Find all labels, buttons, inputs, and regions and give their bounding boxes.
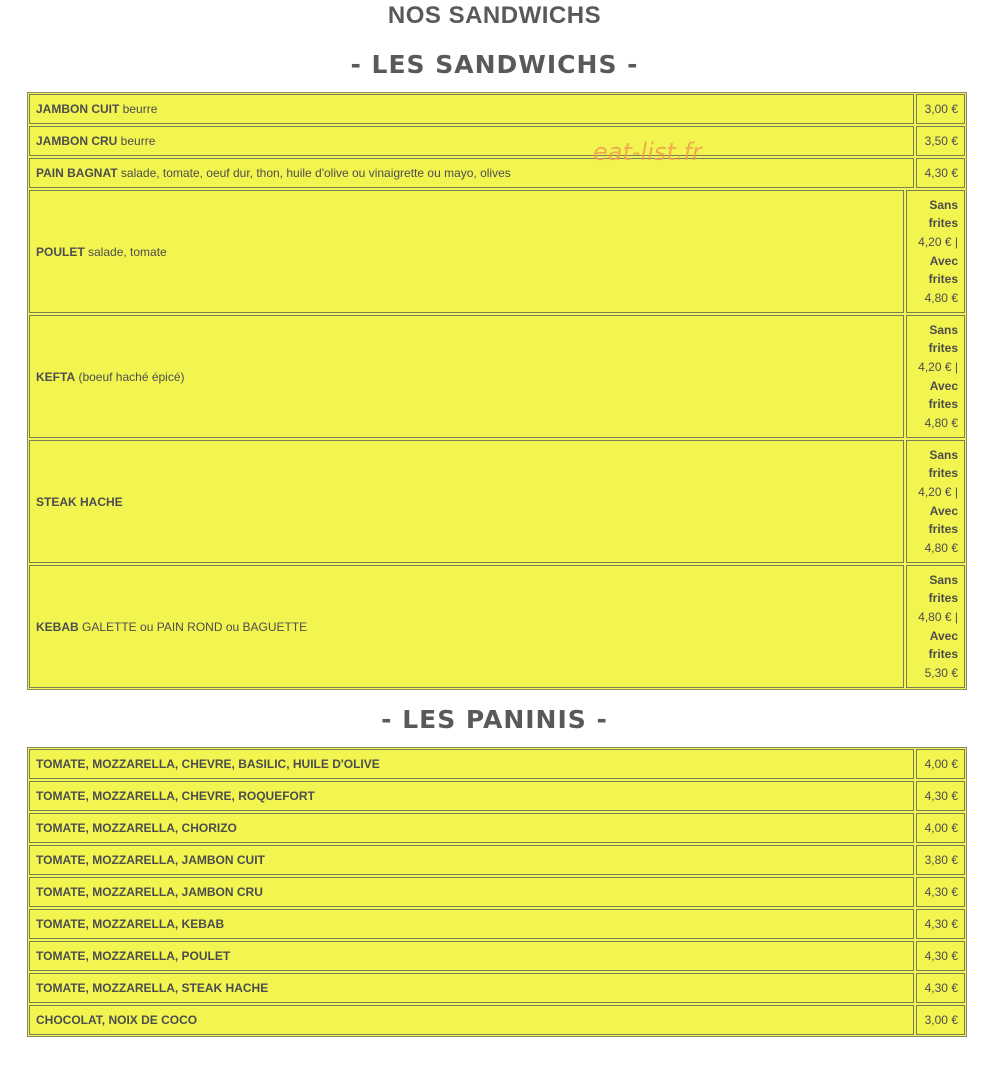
- item-name-cell: [29, 94, 914, 124]
- price-line: 4,20 € |: [918, 234, 958, 249]
- table-row: [29, 440, 965, 563]
- item-name: KEFTA: [36, 369, 76, 384]
- table-row: [29, 973, 965, 1003]
- item-name-cell: [29, 315, 904, 438]
- price-line: Avec: [929, 503, 958, 518]
- table-row: [29, 877, 965, 907]
- table-row: [29, 94, 965, 124]
- price-line: frites: [928, 591, 958, 606]
- table-row: [29, 749, 965, 779]
- item-name: STEAK HACHE: [36, 494, 123, 509]
- table-row: [29, 941, 965, 971]
- item-price: 3,50 €: [916, 126, 965, 156]
- item-name-cell: [29, 190, 904, 313]
- table-row: [29, 126, 965, 156]
- item-name: TOMATE, MOZZARELLA, CHORIZO: [29, 813, 914, 843]
- price-line: 4,80 €: [924, 540, 958, 555]
- item-name-cell: [29, 565, 904, 688]
- price-line: frites: [928, 216, 958, 231]
- item-description: beurre: [117, 134, 156, 148]
- table-row: [29, 315, 965, 438]
- item-name: TOMATE, MOZZARELLA, CHEVRE, BASILIC, HUILE D'OLIVE: [29, 749, 914, 779]
- table-row: [29, 1005, 965, 1035]
- item-name: KEBAB: [36, 619, 79, 634]
- item-price: [906, 190, 965, 313]
- item-price: 3,00 €: [916, 1005, 965, 1035]
- table-row: [29, 813, 965, 843]
- item-price: 4,30 €: [916, 909, 965, 939]
- price-line: Sans: [929, 197, 958, 212]
- item-price: 4,30 €: [916, 877, 965, 907]
- item-name: TOMATE, MOZZARELLA, STEAK HACHE: [29, 973, 914, 1003]
- item-name: TOMATE, MOZZARELLA, JAMBON CUIT: [29, 845, 914, 875]
- item-name: JAMBON CRU: [36, 134, 118, 148]
- item-description: salade, tomate, oeuf dur, thon, huile d'olive ou vinaigrette ou mayo, olives: [117, 166, 511, 180]
- price-line: frites: [928, 397, 958, 412]
- item-name-cell: [29, 440, 904, 563]
- item-name-cell: [29, 158, 914, 188]
- price-line: Avec: [929, 253, 958, 268]
- item-price: 4,30 €: [916, 941, 965, 971]
- item-price: 4,30 €: [916, 781, 965, 811]
- table-row: [29, 190, 965, 313]
- price-line: 4,80 € |: [918, 609, 958, 624]
- item-name: TOMATE, MOZZARELLA, KEBAB: [29, 909, 914, 939]
- item-name: TOMATE, MOZZARELLA, POULET: [29, 941, 914, 971]
- item-price: [906, 440, 965, 563]
- panini-table: [27, 747, 967, 1037]
- item-name-cell: [29, 126, 914, 156]
- item-price: 3,80 €: [916, 845, 965, 875]
- item-name: TOMATE, MOZZARELLA, JAMBON CRU: [29, 877, 914, 907]
- price-line: Sans: [929, 322, 958, 337]
- item-description: (boeuf haché épicé): [75, 369, 185, 384]
- item-name: POULET: [36, 244, 85, 259]
- price-line: frites: [928, 647, 958, 662]
- watermark-text: eat-list.fr: [593, 138, 702, 166]
- section-title-sandwichs: - LES SANDWICHS -: [350, 50, 639, 79]
- item-name: TOMATE, MOZZARELLA, CHEVRE, ROQUEFORT: [29, 781, 914, 811]
- price-line: 5,30 €: [924, 665, 958, 680]
- table-row: [29, 909, 965, 939]
- price-line: frites: [928, 341, 958, 356]
- table-row: [29, 781, 965, 811]
- item-name: CHOCOLAT, NOIX DE COCO: [29, 1005, 914, 1035]
- page-title: NOS SANDWICHS: [387, 2, 602, 29]
- item-description: salade, tomate: [84, 244, 167, 259]
- table-row: [29, 845, 965, 875]
- price-line: 4,20 € |: [918, 359, 958, 374]
- price-line: frites: [928, 272, 958, 287]
- price-line: 4,20 € |: [918, 484, 958, 499]
- item-price: 4,30 €: [916, 158, 965, 188]
- item-name: PAIN BAGNAT: [36, 166, 118, 180]
- item-price: [906, 315, 965, 438]
- item-price: 4,00 €: [916, 813, 965, 843]
- section-title-paninis: - LES PANINIS -: [381, 705, 608, 734]
- item-description: GALETTE ou PAIN ROND ou BAGUETTE: [78, 619, 308, 634]
- price-line: Sans: [929, 572, 958, 587]
- item-price: 4,00 €: [916, 749, 965, 779]
- price-line: Avec: [929, 378, 958, 393]
- table-row: [29, 158, 965, 188]
- price-line: frites: [928, 522, 958, 537]
- table-row: [29, 565, 965, 688]
- price-line: Sans: [929, 447, 958, 462]
- price-line: 4,80 €: [924, 415, 958, 430]
- sandwich-table: [27, 92, 967, 690]
- item-price: 3,00 €: [916, 94, 965, 124]
- price-line: Avec: [929, 628, 958, 643]
- item-price: [906, 565, 965, 688]
- price-line: frites: [928, 466, 958, 481]
- item-description: beurre: [119, 102, 158, 116]
- price-line: 4,80 €: [924, 290, 958, 305]
- item-price: 4,30 €: [916, 973, 965, 1003]
- item-name: JAMBON CUIT: [36, 102, 120, 116]
